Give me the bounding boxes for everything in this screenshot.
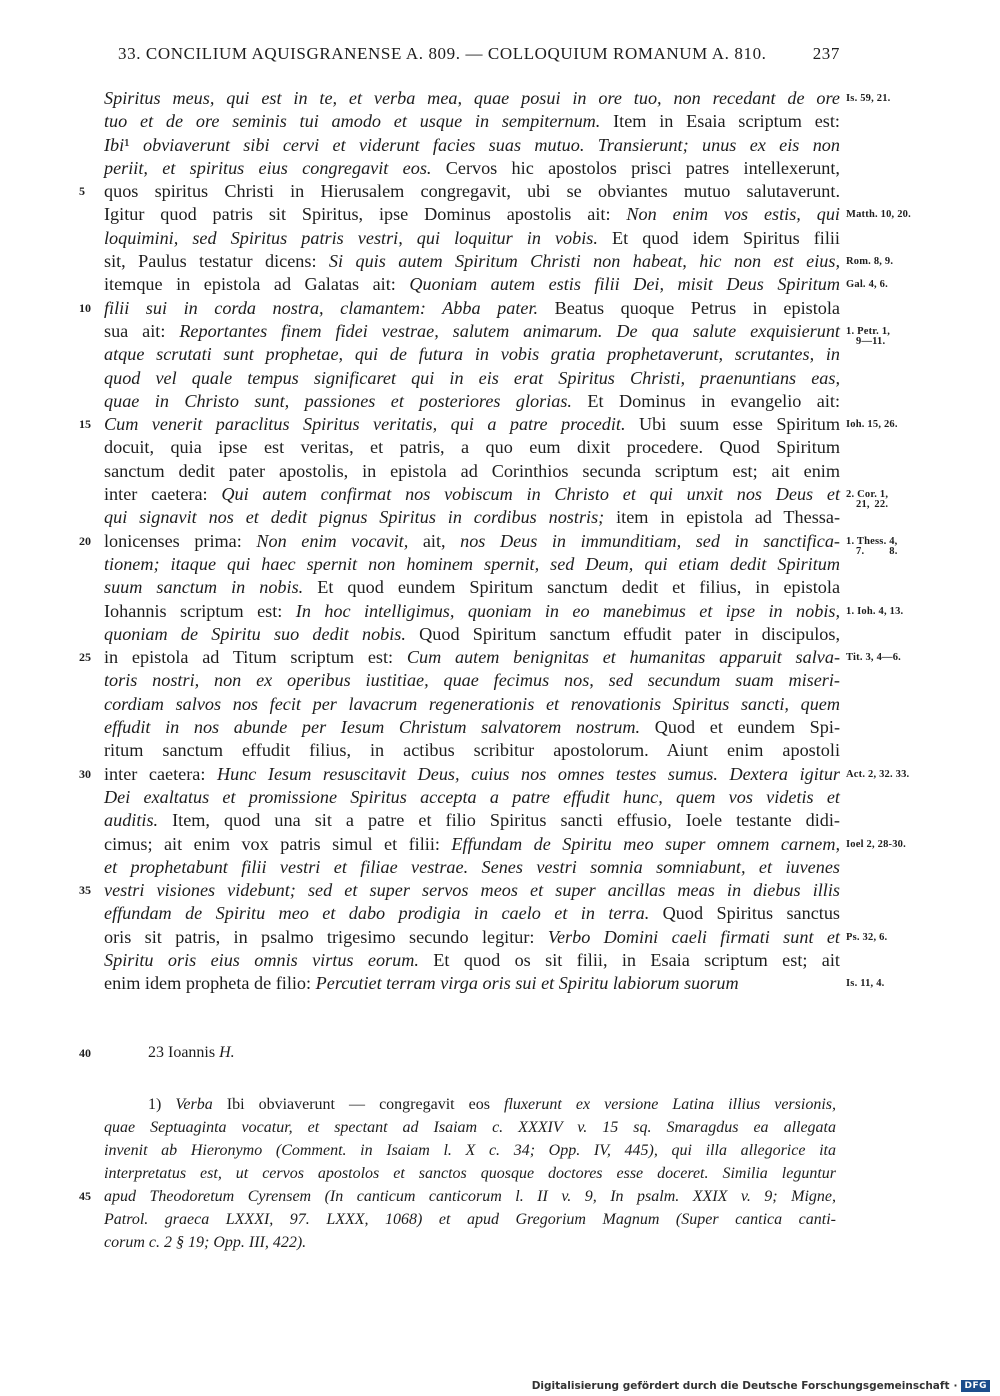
line-text bbox=[104, 507, 840, 527]
text-line bbox=[104, 227, 840, 250]
separator-dot: · bbox=[953, 1380, 958, 1392]
margin-reference-main: 1. Petr. 1, bbox=[846, 325, 891, 337]
text-segment: oris sit patris, in psalmo trigesimo secundo legitur: bbox=[104, 926, 548, 947]
footer-credit: Digitalisierung gefördert durch die Deutsche Forschungsgemeinschaft bbox=[531, 1380, 950, 1392]
margin-reference bbox=[846, 972, 884, 995]
margin-reference-main: Rom. 8, 9. bbox=[846, 256, 894, 268]
line-text bbox=[104, 437, 840, 457]
line-text bbox=[104, 694, 840, 714]
italic-text: qui signavit nos et dedit pignus Spiritus in cordibus nostris; bbox=[104, 507, 605, 528]
footnote-text bbox=[148, 1096, 836, 1113]
line-text bbox=[104, 973, 739, 993]
line-number: 15 bbox=[79, 417, 91, 432]
italic-text: periit, et spiritus eius congregavit eos. bbox=[104, 157, 432, 178]
italic-text: tionem; itaque qui haec spernit non hominem spernit, sed Deum, qui etiam dedit Spiritum bbox=[104, 553, 840, 574]
text-line bbox=[104, 902, 840, 925]
italic-text: suum sanctum in nobis. bbox=[104, 577, 304, 598]
italic-text: corum c. 2 § 19; Opp. III, 422). bbox=[104, 1234, 307, 1251]
italic-text: Verbo Domini caeli firmati sunt et bbox=[547, 926, 840, 947]
footnote-line bbox=[104, 1093, 836, 1116]
footnote-line bbox=[104, 1139, 836, 1162]
digitization-footer bbox=[532, 1380, 990, 1392]
line-text bbox=[104, 647, 840, 667]
text-line bbox=[79, 530, 898, 557]
text-line bbox=[104, 320, 891, 348]
line-text bbox=[104, 787, 840, 807]
italic-text: Si quis autem Spiritum Christi non habeat, hic non est eius, bbox=[328, 251, 840, 272]
margin-reference-main: 2. Cor. 1, bbox=[846, 489, 889, 501]
italic-text: Cum venerit paraclitus Spiritus veritatis, qui a patre procedit. bbox=[104, 414, 626, 435]
margin-reference-main: Is. 59, 21. bbox=[846, 93, 891, 104]
margin-reference bbox=[846, 833, 906, 856]
italic-text: nos Deus in immunditiam, sed in sanctifica- bbox=[460, 530, 840, 551]
line-text bbox=[104, 274, 840, 294]
italic-text: Non enim vos estis, qui bbox=[626, 204, 840, 225]
text-segment: lonicenses prima: bbox=[104, 530, 257, 551]
text-line bbox=[104, 833, 906, 856]
text-segment: 23 Ioannis bbox=[148, 1044, 220, 1061]
text-line bbox=[104, 972, 885, 995]
italic-text: apud Theodoretum Cyrensem (In canticum canticorum l. II v. 9, In psalm. XXIX v. 9; Migne, bbox=[104, 1188, 836, 1205]
line-text bbox=[104, 414, 840, 434]
line-text bbox=[104, 670, 840, 690]
italic-text: atque scrutati sunt prophetae, qui de futura in vobis gratia prophetaverunt, scrutantes, in bbox=[104, 344, 840, 365]
text-segment: sanctum dedit pater apostolis, in epistola ad Corinthios secunda scriptum est; ait enim bbox=[104, 460, 840, 481]
line-text bbox=[104, 810, 840, 830]
footnote-text bbox=[104, 1211, 836, 1228]
line-number: 20 bbox=[79, 533, 91, 548]
text-line bbox=[104, 343, 840, 366]
text-segment: cimus; ait enim vox patris simul et filii: bbox=[104, 833, 452, 854]
line-text bbox=[104, 344, 840, 364]
text-segment: sua ait: bbox=[104, 320, 180, 341]
line-text bbox=[104, 368, 840, 388]
line-text bbox=[104, 554, 840, 574]
footnotes bbox=[79, 1093, 837, 1254]
line-text bbox=[104, 298, 840, 318]
text-segment: ait, bbox=[408, 530, 461, 551]
text-segment: Item, quod una sit a patre et filio Spiritus sancti effusio, Ioele testante didi- bbox=[158, 810, 840, 831]
italic-text: toris nostri, non ex operibus iustitiae, quae fecimus nos, sed secundum suam miseri- bbox=[104, 670, 840, 691]
line-number: 45 bbox=[79, 1189, 91, 1203]
text-segment: Ibi obviaverunt — congregavit eos bbox=[212, 1096, 505, 1113]
italic-text: effundam de Spiritu meo et dabo prodigia in caelo et in terra. bbox=[104, 903, 650, 924]
text-line bbox=[104, 716, 840, 739]
text-line bbox=[104, 483, 889, 511]
italic-text: Hunc Iesum resuscitavit Deus, cuius nos omnes testes sumus. Dextera igitur bbox=[216, 763, 840, 784]
variant-reading bbox=[148, 1044, 235, 1062]
italic-text: Non enim vocavit, bbox=[256, 530, 409, 551]
text-segment: docuit, quia ipse est veritas, et patris, a quo eum dixit procedere. Quod Spiritum bbox=[104, 437, 840, 458]
line-text bbox=[104, 764, 840, 784]
margin-reference bbox=[846, 483, 888, 510]
line-text bbox=[104, 111, 840, 131]
italic-text: Qui autem confirmat nos vobiscum in Christo et qui unxit nos Deus et bbox=[221, 484, 840, 505]
dfg-logo: DFG bbox=[961, 1380, 990, 1392]
italic-text: invenit ab Hieronymo (Comment. in Isaiam l. X c. 34; Opp. IV, 445), qui illa allegorice ita bbox=[104, 1142, 836, 1159]
margin-reference-main: Ioel 2, 28-30. bbox=[846, 838, 906, 850]
text-segment: Quod Spiritus sanctus bbox=[649, 903, 840, 924]
footnote-text bbox=[104, 1119, 836, 1136]
italic-text: cordiam salvos nos fecit per lavacrum regenerationis et renovationis Spiritus sancti, quem bbox=[104, 693, 840, 714]
italic-text: et prophetabunt filii vestri et filiae vestrae. Senes vestri somnia somniabunt, et iuvenes bbox=[104, 856, 840, 877]
text-line bbox=[104, 669, 840, 692]
margin-reference bbox=[846, 320, 890, 347]
text-segment: Ubi suum esse Spiritum bbox=[625, 414, 840, 435]
line-number: 25 bbox=[79, 650, 91, 665]
footnote-text bbox=[104, 1188, 836, 1205]
text-segment: Quod et eundem Spi- bbox=[640, 717, 841, 738]
line-number: 30 bbox=[79, 766, 91, 781]
italic-text: Spiritu oris eius omnis virtus eorum. bbox=[104, 949, 419, 970]
text-line bbox=[104, 623, 840, 646]
margin-reference bbox=[846, 646, 901, 669]
line-text bbox=[104, 880, 840, 900]
line-text bbox=[104, 88, 840, 108]
margin-reference-main: Tit. 3, 4—6. bbox=[846, 652, 902, 664]
italic-text: quod vel quale tempus significaret qui in eis erat Spiritus Christi, praenuntians eas, bbox=[104, 367, 840, 388]
italic-text: loquimini, sed Spiritus patris vestri, qui loquitur in vobis. bbox=[104, 227, 598, 248]
line-text bbox=[104, 717, 840, 737]
text-line bbox=[104, 273, 888, 296]
text-line bbox=[104, 506, 840, 529]
text-line bbox=[79, 763, 910, 786]
italic-text: fluxerunt ex versione Latina illius versionis, bbox=[504, 1096, 837, 1113]
text-line bbox=[79, 413, 898, 436]
text-segment: Cervos hic apostolos prisci patres intellexerunt, bbox=[431, 157, 840, 178]
text-segment: inter caetera: bbox=[104, 484, 222, 505]
text-segment: Item in Esaia scriptum est: bbox=[600, 111, 840, 132]
text-line bbox=[104, 203, 911, 226]
margin-reference-main: Gal. 4, 6. bbox=[846, 279, 888, 291]
italic-text: obviaverunt sibi cervi et viderunt facies suas mutuo. Transierunt; unus ex eis non bbox=[143, 134, 840, 155]
text-line bbox=[79, 180, 840, 203]
text-segment: item in epistola ad Thessa- bbox=[604, 507, 840, 528]
footnote-line bbox=[79, 1185, 836, 1208]
margin-reference bbox=[846, 926, 887, 949]
italic-text: quae Septuaginta vocatur, et spectant ad Isaiam c. XXXIV v. 15 sq. Smaragdus ea allegata bbox=[104, 1119, 836, 1136]
margin-reference bbox=[846, 600, 903, 623]
line-text bbox=[104, 228, 840, 248]
text-segment: inter caetera: bbox=[104, 763, 217, 784]
text-segment: sit, Paulus testatur dicens: bbox=[104, 251, 329, 272]
page-number: 237 bbox=[812, 44, 840, 63]
footnote-line bbox=[104, 1231, 836, 1254]
line-number: 35 bbox=[79, 883, 91, 898]
text-line bbox=[104, 809, 840, 832]
text-line bbox=[104, 87, 891, 110]
line-text bbox=[104, 927, 840, 947]
line-text bbox=[104, 950, 840, 970]
margin-reference-main: Ioh. 15, 26. bbox=[846, 419, 898, 431]
text-segment: Iohannis scriptum est: bbox=[104, 600, 296, 621]
margin-reference-sub: 7. 8. bbox=[856, 545, 898, 557]
text-line bbox=[79, 646, 902, 669]
margin-reference-main: Is. 11, 4. bbox=[846, 978, 885, 990]
margin-reference bbox=[846, 763, 909, 786]
italic-text: Patrol. graeca LXXXI, 97. LXXX, 1068) et apud Gregorium Magnum (Super cantica canti- bbox=[104, 1211, 836, 1228]
text-line bbox=[104, 926, 888, 949]
main-text bbox=[79, 87, 911, 996]
text-line bbox=[104, 110, 840, 133]
italic-text: quae in Christo sunt, passiones et posteriores glorias. bbox=[104, 390, 572, 411]
text-segment: Et Dominus in evangelio ait: bbox=[571, 390, 840, 411]
line-text bbox=[104, 251, 840, 271]
text-segment: ¹ bbox=[124, 134, 144, 155]
italic-text: filii sui in corda nostra, clamantem: Abba pater. bbox=[104, 297, 539, 318]
italic-text: Percutiet terram virga oris sui et Spiritu labiorum suorum bbox=[315, 973, 739, 994]
line-text bbox=[104, 903, 840, 923]
text-line bbox=[104, 367, 840, 390]
line-text bbox=[104, 135, 840, 155]
italic-text: Verba bbox=[175, 1096, 213, 1113]
italic-text: Quoniam autem estis filii Dei, misit Deus Spiritum bbox=[409, 274, 840, 295]
line-number: 5 bbox=[79, 184, 85, 199]
margin-reference bbox=[846, 273, 888, 296]
line-text bbox=[104, 624, 840, 644]
line-text bbox=[104, 461, 840, 481]
italic-text: Dei exaltatus et promissione Spiritus accepta a patre effudit hunc, quem vos videtis et bbox=[104, 786, 840, 807]
footnote-line bbox=[104, 1162, 836, 1185]
text-line bbox=[104, 856, 840, 879]
text-line bbox=[104, 553, 840, 576]
line-text bbox=[104, 158, 840, 178]
footnote-line bbox=[104, 1116, 836, 1139]
text-line bbox=[104, 390, 840, 413]
margin-reference-main: 1. Thess. 4, bbox=[846, 535, 898, 547]
line-text bbox=[104, 857, 840, 877]
text-line bbox=[104, 157, 840, 180]
margin-reference bbox=[846, 203, 911, 226]
text-segment: Et quod os sit filii, in Esaia scriptum est; ait bbox=[418, 949, 840, 970]
line-text bbox=[104, 484, 840, 504]
line-text bbox=[104, 531, 840, 551]
text-line bbox=[79, 879, 840, 902]
text-segment: in epistola ad Titum scriptum est: bbox=[104, 647, 407, 668]
line-text bbox=[104, 391, 840, 411]
line-text bbox=[104, 740, 840, 760]
text-line bbox=[79, 297, 840, 320]
text-segment: Igitur quod patris sit Spiritus, ipse Dominus apostolis ait: bbox=[104, 204, 627, 225]
footnote-text bbox=[104, 1142, 836, 1159]
running-title: 33. CONCILIUM AQUISGRANENSE A. 809. — COLLOQUIUM ROMANUM A. 810. bbox=[118, 44, 767, 63]
line-text bbox=[104, 204, 840, 224]
text-line bbox=[104, 576, 840, 599]
footnote-text bbox=[104, 1234, 306, 1251]
margin-reference-main: Matth. 10, 20. bbox=[846, 209, 911, 221]
italic-text: tuo et de ore seminis tui amodo et usque in sempiternum. bbox=[104, 111, 601, 132]
margin-reference-sub: 21, 22. bbox=[856, 499, 889, 511]
text-line bbox=[104, 460, 840, 483]
text-segment: Et quod idem Spiritus filii bbox=[597, 227, 840, 248]
text-segment: enim idem propheta de filio: bbox=[104, 973, 316, 994]
line-text bbox=[104, 834, 840, 854]
margin-reference bbox=[846, 530, 898, 557]
line-text bbox=[104, 577, 840, 597]
text-line bbox=[104, 739, 840, 762]
text-line bbox=[104, 786, 840, 809]
text-line bbox=[104, 600, 904, 623]
line-text bbox=[104, 181, 840, 201]
italic-text: interpretatus est, ut cervos apostolos et sanctos quosque doctores esse doceret. Similia leguntur bbox=[104, 1165, 836, 1182]
italic-text: vestri visiones videbunt; sed et super servos meos et super ancillas meas in diebus illis bbox=[104, 880, 840, 901]
text-line bbox=[104, 250, 894, 273]
margin-reference-main: 1. Ioh. 4, 13. bbox=[846, 605, 904, 617]
text-segment: 1) bbox=[148, 1096, 176, 1113]
margin-reference bbox=[846, 250, 893, 273]
text-segment: Beatus quoque Petrus in epistola bbox=[538, 297, 840, 318]
italic-text: effudit in nos abunde per Iesum Christum salvatorem nostrum. bbox=[104, 717, 641, 738]
line-number: 40 bbox=[79, 1046, 91, 1060]
margin-reference bbox=[846, 413, 898, 436]
footnote-line bbox=[104, 1208, 836, 1231]
running-header bbox=[118, 44, 840, 64]
text-segment: Et quod eundem Spiritum sanctum dedit et filius, in epistola bbox=[303, 577, 841, 598]
text-segment: quos spiritus Christi in Hierusalem congregavit, ubi se obviantes mutuo salutaverunt. bbox=[104, 181, 840, 202]
italic-text: quoniam de Spiritu suo dedit nobis. bbox=[104, 623, 406, 644]
footnote-text bbox=[104, 1165, 836, 1182]
text-segment: Quod Spiritum sanctum effudit pater in discipulos, bbox=[405, 623, 840, 644]
italic-text: Cum autem benignitas et humanitas apparuit salva- bbox=[406, 647, 840, 668]
text-line bbox=[104, 949, 840, 972]
text-segment: itemque in epistola ad Galatas ait: bbox=[104, 274, 410, 295]
margin-reference-main: Ps. 32, 6. bbox=[846, 931, 888, 943]
text-line bbox=[104, 693, 840, 716]
text-line bbox=[104, 134, 840, 157]
italic-text: auditis. bbox=[104, 810, 159, 831]
margin-reference-sub: 9—11. bbox=[856, 336, 886, 348]
italic-text: H. bbox=[219, 1044, 235, 1061]
line-number: 10 bbox=[79, 300, 91, 315]
line-text bbox=[104, 321, 840, 341]
italic-text: Ibi bbox=[104, 134, 125, 155]
margin-reference bbox=[846, 87, 891, 110]
italic-text: Effundam de Spiritu meo super omnem carnem, bbox=[451, 833, 840, 854]
italic-text: Spiritus meus, qui est in te, et verba mea, quae posui in ore tuo, non recedant de ore bbox=[104, 88, 840, 108]
italic-text: In hoc intelligimus, quoniam in eo manebimus et ipse in nobis, bbox=[295, 600, 841, 621]
line-text bbox=[104, 601, 840, 621]
text-line bbox=[104, 436, 840, 459]
italic-text: Reportantes finem fidei vestrae, salutem animarum. De qua salute exquisierunt bbox=[179, 320, 840, 341]
margin-reference-main: Act. 2, 32. 33. bbox=[846, 768, 910, 780]
text-segment: ritum sanctum effudit filius, in actibus scribitur apostolorum. Aiunt enim apostoli bbox=[104, 740, 840, 761]
